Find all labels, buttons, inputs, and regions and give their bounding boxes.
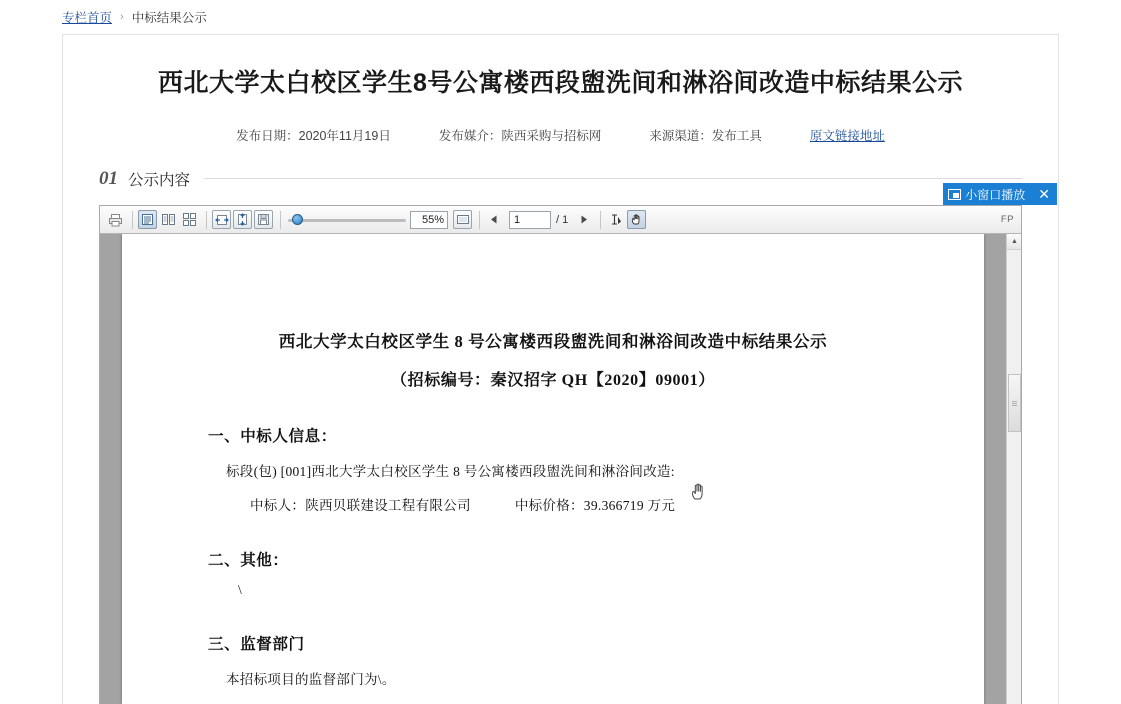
fit-height-icon[interactable] <box>233 210 252 229</box>
article-meta <box>63 126 1058 144</box>
toolbar-separator <box>132 211 133 229</box>
breadcrumb-current: 中标结果公示 <box>131 11 207 25</box>
next-page-icon[interactable] <box>574 210 593 229</box>
zoom-slider-track <box>288 219 406 222</box>
text-select-tool-icon[interactable] <box>606 210 625 229</box>
pip-playback-label: 小窗口播放 <box>965 187 1026 202</box>
two-page-view-icon[interactable] <box>159 210 178 229</box>
fit-width-icon[interactable] <box>212 210 231 229</box>
section-divider <box>204 178 1022 179</box>
pdf-doc-title: 西北大学太白校区学生 8 号公寓楼西段盥洗间和淋浴间改造中标结果公示 <box>278 332 828 351</box>
close-icon[interactable]: ✕ <box>1038 186 1050 202</box>
pdf-section-heading-3: 三、监督部门 <box>208 635 305 653</box>
meta-publish-date: 发布日期：2020年11月19日 <box>236 128 391 143</box>
previous-page-icon[interactable] <box>485 210 504 229</box>
pdf-toolbar <box>100 206 1021 234</box>
pdf-page-container[interactable] <box>100 234 1006 704</box>
section-title: 公示内容 <box>128 171 191 189</box>
meta-media: 发布媒介：陕西采购与招标网 <box>438 128 602 143</box>
breadcrumb-home-link[interactable]: 专栏首页 <box>62 11 113 25</box>
meta-channel: 来源渠道：发布工具 <box>649 128 762 143</box>
hand-tool-icon[interactable] <box>627 210 646 229</box>
source-link[interactable]: 原文链接地址 <box>809 128 885 143</box>
pdf-section-2-content: \ <box>238 581 242 597</box>
zoom-slider[interactable] <box>288 211 406 229</box>
pdf-viewer <box>99 205 1022 704</box>
breadcrumb-separator: › <box>120 11 124 23</box>
zoom-level-input[interactable]: 55% <box>410 211 448 229</box>
viewer-corner-mark: FP <box>1000 214 1014 225</box>
toolbar-separator-2 <box>206 211 207 229</box>
save-icon[interactable] <box>254 210 273 229</box>
zoom-slider-knob[interactable] <box>292 214 303 225</box>
pdf-section-heading: 一、中标人信息： <box>208 427 337 445</box>
scrollbar-thumb-grip <box>1012 401 1017 406</box>
article-card <box>62 34 1059 704</box>
breadcrumb <box>0 0 1121 34</box>
pdf-winner-name: 中标人：陕西贝联建设工程有限公司 <box>250 497 471 513</box>
pdf-doc-subtitle: （招标编号：秦汉招字 QH【2020】09001） <box>391 371 715 389</box>
toolbar-separator-3 <box>280 211 281 229</box>
section-number: 01 <box>99 167 118 189</box>
print-icon[interactable] <box>106 210 125 229</box>
page-number-input[interactable]: 1 <box>509 211 551 229</box>
thumbnail-view-icon[interactable] <box>180 210 199 229</box>
pdf-page <box>122 234 984 704</box>
pdf-winner-row <box>208 494 898 514</box>
picture-in-picture-icon <box>948 189 961 200</box>
toolbar-separator-5 <box>600 211 601 229</box>
pip-playback-bar[interactable] <box>943 183 1057 205</box>
pdf-winner-price: 中标价格：39.366719 万元 <box>514 497 676 513</box>
scroll-up-arrow[interactable]: ▲ <box>1007 234 1022 250</box>
single-page-view-icon[interactable] <box>138 210 157 229</box>
pdf-canvas-area[interactable] <box>100 234 1021 704</box>
pdf-section-3-paragraph: 本招标项目的监督部门为\。 <box>226 671 396 687</box>
vertical-scrollbar[interactable] <box>1006 234 1021 704</box>
pdf-section-paragraph: 标段(包) [001]西北大学太白校区学生 8 号公寓楼西段盥洗间和淋浴间改造: <box>226 463 675 479</box>
page-title: 西北大学太白校区学生8号公寓楼西段盥洗间和淋浴间改造中标结果公示 <box>158 69 963 97</box>
toolbar-separator-4 <box>479 211 480 229</box>
fullscreen-icon[interactable] <box>453 210 472 229</box>
page-total-label: / 1 <box>556 213 569 226</box>
pdf-section-heading-2: 二、其他： <box>208 551 289 569</box>
scrollbar-thumb[interactable] <box>1008 374 1021 432</box>
section-header <box>99 168 1022 190</box>
